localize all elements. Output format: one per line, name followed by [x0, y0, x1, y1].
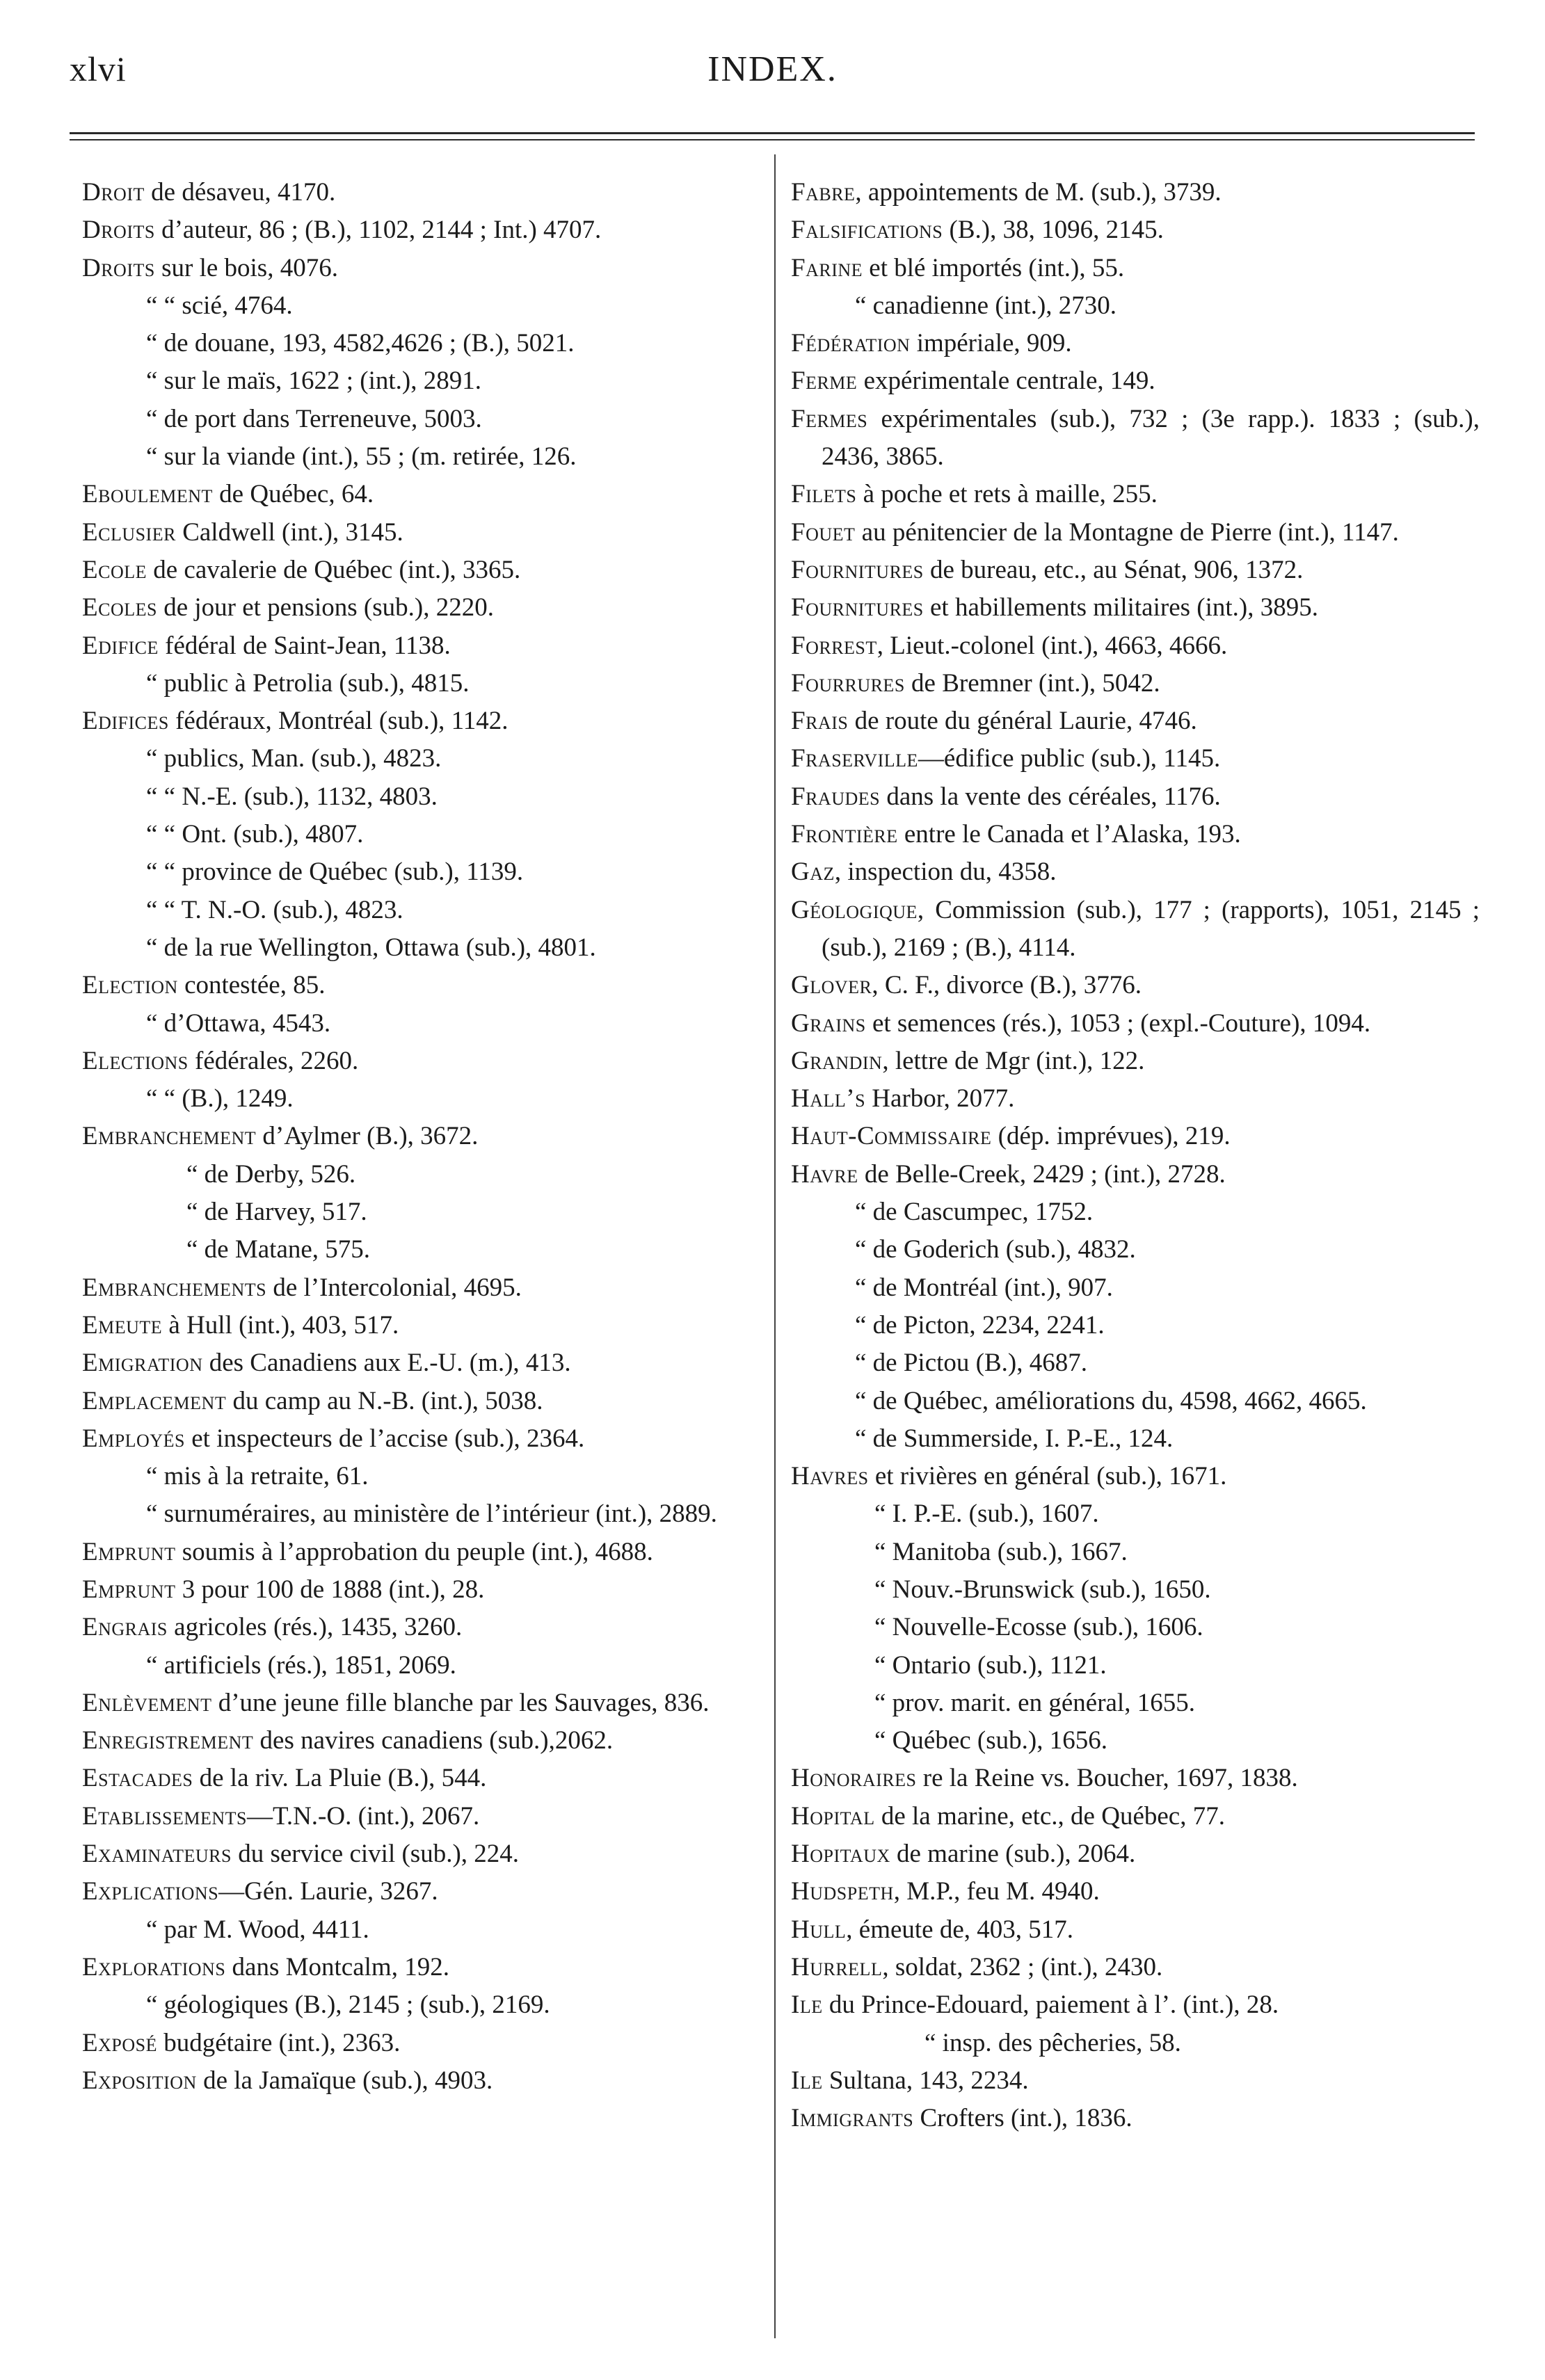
index-entry: [791, 1080, 1480, 1118]
index-references: expérimentale centrale, 149.: [857, 367, 1155, 396]
index-entry: [791, 627, 1480, 665]
index-references: “ de Montréal (int.), 907.: [855, 1273, 1113, 1302]
index-references: “ de la rue Wellington, Ottawa (sub.), 4801.: [146, 933, 596, 962]
index-keyword: Hull: [791, 1915, 847, 1944]
index-entry: [791, 362, 1480, 400]
index-subentry: [791, 1269, 1480, 1307]
index-keyword: Election: [82, 971, 178, 1000]
index-references: —édifice public (sub.), 1145.: [918, 744, 1221, 773]
header-rule-top: [70, 132, 1475, 134]
index-references: sur le bois, 4076.: [154, 253, 338, 282]
index-keyword: Employés: [82, 1424, 185, 1453]
index-references: Caldwell (int.), 3145.: [175, 517, 403, 547]
index-references: entre le Canada et l’Alaska, 193.: [897, 820, 1241, 849]
index-keyword: Immigrants: [791, 2104, 914, 2133]
index-column-right: [791, 174, 1480, 2137]
index-subentry: [82, 1193, 764, 1231]
index-references: et rivières en général (sub.), 1671.: [868, 1462, 1227, 1491]
index-references: de Québec, 64.: [212, 480, 374, 509]
index-keyword: Farine: [791, 253, 863, 282]
index-entry: [791, 401, 1480, 476]
index-references: re la Reine vs. Boucher, 1697, 1838.: [916, 1764, 1298, 1793]
index-references: à poche et rets à maille, 255.: [856, 480, 1158, 509]
index-subentry: [791, 1420, 1480, 1458]
index-references: de la marine, etc., de Québec, 77.: [874, 1801, 1225, 1831]
index-references: dans la vente des céréales, 1176.: [880, 782, 1221, 811]
index-references: soumis à l’approbation du peuple (int.), 4688.: [175, 1537, 653, 1566]
index-entry: [791, 1760, 1480, 1797]
index-keyword: Enlèvement: [82, 1688, 212, 1717]
index-entry: [791, 174, 1480, 211]
index-subentry: [791, 1344, 1480, 1382]
index-references: , inspection du, 4358.: [834, 858, 1057, 887]
index-entry: [82, 1722, 764, 1760]
index-keyword: Exposé: [82, 2028, 157, 2057]
index-references: “ de Québec, améliorations du, 4598, 4662, 4665.: [855, 1386, 1367, 1415]
index-entry: [791, 740, 1480, 778]
index-references: fédéral de Saint-Jean, 1138.: [158, 631, 451, 660]
index-subentry: [82, 740, 764, 778]
index-keyword: Forrest: [791, 631, 877, 660]
index-subentry: [82, 325, 764, 362]
index-references: —Gén. Laurie, 3267.: [218, 1877, 438, 1906]
index-references: “ Québec (sub.), 1656.: [874, 1726, 1107, 1755]
index-keyword: Fédération: [791, 329, 911, 358]
index-entry: [791, 665, 1480, 702]
index-references: budgétaire (int.), 2363.: [157, 2028, 401, 2057]
index-references: (B.), 38, 1096, 2145.: [943, 216, 1164, 245]
page-number: xlvi: [70, 49, 127, 88]
index-entry: [82, 250, 764, 287]
index-entry: [82, 476, 764, 513]
index-keyword: Explications: [82, 1877, 219, 1906]
index-references: “ de Picton, 2234, 2241.: [855, 1310, 1105, 1340]
index-references: “ par M. Wood, 4411.: [146, 1915, 369, 1944]
index-entry: [791, 1156, 1480, 1193]
index-references: du camp au N.-B. (int.), 5038.: [226, 1386, 543, 1415]
index-entry: [791, 1798, 1480, 1835]
index-entry: [82, 1798, 764, 1835]
index-entry: [82, 1383, 764, 1420]
index-entry: [791, 325, 1480, 362]
index-references: Sultana, 143, 2234.: [822, 2066, 1029, 2095]
index-references: , soldat, 2362 ; (int.), 2430.: [882, 1952, 1163, 1981]
index-keyword: Embranchements: [82, 1273, 267, 1302]
index-references: “ “ province de Québec (sub.), 1139.: [146, 858, 524, 887]
index-keyword: Emeute: [82, 1310, 163, 1340]
index-entry: [82, 211, 764, 249]
index-entry: [82, 627, 764, 665]
index-keyword: Fournitures: [791, 555, 924, 584]
page-header: [0, 0, 1545, 139]
index-entry: [82, 1609, 764, 1646]
index-references: “ “ T. N.-O. (sub.), 4823.: [146, 895, 403, 924]
index-references: et habillements militaires (int.), 3895.: [923, 593, 1318, 622]
index-entry: [791, 778, 1480, 816]
index-subentry: [82, 287, 764, 325]
index-keyword: Honoraires: [791, 1764, 917, 1793]
index-entry: [82, 1534, 764, 1571]
index-keyword: Elections: [82, 1046, 189, 1075]
index-entry: [82, 174, 764, 211]
index-references: , appointements de M. (sub.), 3739.: [855, 178, 1222, 207]
index-entry: [82, 1949, 764, 1986]
index-keyword: Falsifications: [791, 216, 943, 245]
index-subentry: [82, 778, 764, 816]
index-entry: [791, 1043, 1480, 1080]
index-entry: [791, 702, 1480, 740]
index-references: “ artificiels (rés.), 1851, 2069.: [146, 1650, 456, 1680]
index-subentry: [791, 1609, 1480, 1646]
index-references: (dép. imprévues), 219.: [991, 1122, 1231, 1151]
index-references: “ public à Petrolia (sub.), 4815.: [146, 668, 470, 698]
index-entry: [791, 476, 1480, 513]
index-references: “ “ Ont. (sub.), 4807.: [146, 820, 364, 849]
index-references: de cavalerie de Québec (int.), 3365.: [146, 555, 521, 584]
index-references: , Commission (sub.), 177 ; (rapports), 1051, 2145 ; (sub.), 2169 ; (B.), 4114.: [822, 895, 1480, 962]
index-entry: [82, 514, 764, 552]
index-subentry: [791, 1571, 1480, 1609]
index-references: “ surnuméraires, au ministère de l’intérieur (int.), 2889.: [146, 1499, 717, 1529]
index-subentry: [82, 438, 764, 476]
index-references: , lettre de Mgr (int.), 122.: [882, 1046, 1145, 1075]
index-references: “ sur la viande (int.), 55 ; (m. retirée, 126.: [146, 442, 577, 472]
index-keyword: Explorations: [82, 1952, 226, 1981]
index-references: de Bremner (int.), 5042.: [904, 668, 1160, 698]
index-keyword: Havres: [791, 1462, 869, 1491]
index-references: “ Nouv.-Brunswick (sub.), 1650.: [874, 1575, 1211, 1604]
index-subentry: [82, 1080, 764, 1118]
index-subentry: [82, 1495, 764, 1533]
index-references: “ géologiques (B.), 2145 ; (sub.), 2169.: [146, 1991, 550, 2020]
index-keyword: Hudspeth: [791, 1877, 894, 1906]
index-references: “ de Matane, 575.: [186, 1235, 371, 1264]
index-keyword: Hopitaux: [791, 1840, 890, 1869]
index-references: Harbor, 2077.: [865, 1084, 1015, 1113]
index-entry: [791, 1911, 1480, 1949]
index-subentry: [791, 2025, 1480, 2062]
index-references: et semences (rés.), 1053 ; (expl.-Couture), 1094.: [865, 1008, 1371, 1038]
index-entry: [791, 552, 1480, 589]
index-references: , émeute de, 403, 517.: [846, 1915, 1074, 1944]
index-references: “ de Summerside, I. P.-E., 124.: [855, 1424, 1174, 1453]
index-entry: [791, 2100, 1480, 2137]
index-keyword: Fraserville: [791, 744, 918, 773]
index-references: “ d’Ottawa, 4543.: [146, 1008, 331, 1038]
index-subentry: [82, 401, 764, 438]
index-subentry: [82, 1647, 764, 1685]
index-entry: [791, 1005, 1480, 1043]
index-references: “ “ scié, 4764.: [146, 291, 293, 320]
index-entry: [82, 1043, 764, 1080]
index-keyword: Embranchement: [82, 1122, 257, 1151]
index-keyword: Hopital: [791, 1801, 875, 1831]
index-references: “ canadienne (int.), 2730.: [855, 291, 1117, 320]
index-references: “ mis à la retraite, 61.: [146, 1462, 369, 1491]
index-entry: [791, 250, 1480, 287]
index-keyword: Droits: [82, 253, 155, 282]
index-keyword: Edifice: [82, 631, 159, 660]
index-keyword: Ecoles: [82, 593, 157, 622]
index-entry: [791, 1458, 1480, 1495]
index-references: d’auteur, 86 ; (B.), 1102, 2144 ; Int.) 4707.: [154, 216, 602, 245]
index-keyword: Examinateurs: [82, 1840, 232, 1869]
index-keyword: Emigration: [82, 1349, 203, 1378]
index-entry: [791, 1118, 1480, 1155]
index-references: de marine (sub.), 2064.: [890, 1840, 1136, 1869]
index-subentry: [82, 665, 764, 702]
index-references: de désaveu, 4170.: [144, 178, 336, 207]
index-keyword: Fournitures: [791, 593, 924, 622]
index-references: contestée, 85.: [177, 971, 326, 1000]
index-keyword: Fouet: [791, 517, 856, 547]
index-keyword: Emprunt: [82, 1537, 176, 1566]
index-entry: [82, 2025, 764, 2062]
index-references: agricoles (rés.), 1435, 3260.: [167, 1613, 463, 1642]
index-keyword: Hall’s: [791, 1084, 866, 1113]
index-subentry: [791, 1495, 1480, 1533]
index-entry: [82, 1118, 764, 1155]
index-subentry: [82, 929, 764, 967]
index-entry: [82, 552, 764, 589]
index-keyword: Frontière: [791, 820, 898, 849]
index-keyword: Frais: [791, 707, 849, 736]
index-entry: [82, 2062, 764, 2100]
index-subentry: [791, 1722, 1480, 1760]
index-entry: [82, 1420, 764, 1458]
header-rule-bottom: [70, 139, 1475, 140]
index-entry: [791, 967, 1480, 1004]
index-keyword: Havre: [791, 1159, 858, 1189]
index-entry: [82, 1344, 764, 1382]
index-entry: [82, 1835, 764, 1873]
index-entry: [82, 1269, 764, 1307]
index-keyword: Gaz: [791, 858, 835, 887]
index-entry: [791, 589, 1480, 627]
index-subentry: [791, 287, 1480, 325]
index-keyword: Droit: [82, 178, 145, 207]
index-references: de l’Intercolonial, 4695.: [266, 1273, 522, 1302]
index-references: dans Montcalm, 192.: [225, 1952, 449, 1981]
index-references: des Canadiens aux E.-U. (m.), 413.: [202, 1349, 571, 1378]
index-subentry: [791, 1534, 1480, 1571]
index-references: à Hull (int.), 403, 517.: [162, 1310, 399, 1340]
index-references: de Belle-Creek, 2429 ; (int.), 2728.: [858, 1159, 1226, 1189]
index-references: “ publics, Man. (sub.), 4823.: [146, 744, 442, 773]
index-keyword: Ile: [791, 2066, 823, 2095]
index-references: “ Nouvelle-Ecosse (sub.), 1606.: [874, 1613, 1203, 1642]
index-keyword: Emprunt: [82, 1575, 176, 1604]
index-references: “ insp. des pêcheries, 58.: [924, 2028, 1181, 2057]
index-references: “ I. P.-E. (sub.), 1607.: [874, 1499, 1099, 1529]
index-references: , C. F., divorce (B.), 3776.: [872, 971, 1142, 1000]
index-keyword: Eclusier: [82, 517, 176, 547]
index-entry: [82, 702, 764, 740]
index-references: —T.N.-O. (int.), 2067.: [246, 1801, 480, 1831]
index-entry: [791, 816, 1480, 853]
index-references: du service civil (sub.), 224.: [231, 1840, 520, 1869]
index-keyword: Fabre: [791, 178, 856, 207]
index-subentry: [82, 1458, 764, 1495]
index-references: “ de port dans Terreneuve, 5003.: [146, 404, 482, 433]
index-entry: [791, 1949, 1480, 1986]
index-entry: [82, 1760, 764, 1797]
index-keyword: Ile: [791, 1991, 823, 2020]
index-subentry: [791, 1307, 1480, 1344]
index-keyword: Glover: [791, 971, 872, 1000]
index-references: au pénitencier de la Montagne de Pierre (int.), 1147.: [855, 517, 1399, 547]
index-entry: [791, 514, 1480, 552]
index-entry: [82, 1685, 764, 1722]
index-subentry: [82, 362, 764, 400]
index-keyword: Fermes: [791, 404, 868, 433]
index-subentry: [82, 1911, 764, 1949]
index-references: “ de Derby, 526.: [186, 1159, 356, 1189]
index-entry: [82, 1873, 764, 1911]
index-keyword: Enregistrement: [82, 1726, 254, 1755]
index-subentry: [82, 816, 764, 853]
index-references: “ de douane, 193, 4582,4626 ; (B.), 5021.: [146, 329, 575, 358]
index-references: , M.P., feu M. 4940.: [893, 1877, 1100, 1906]
index-keyword: Fraudes: [791, 782, 881, 811]
index-entry: [82, 967, 764, 1004]
index-entry: [791, 211, 1480, 249]
index-keyword: Grandin: [791, 1046, 883, 1075]
index-subentry: [791, 1231, 1480, 1269]
index-subentry: [791, 1685, 1480, 1722]
index-references: de la Jamaïque (sub.), 4903.: [196, 2066, 493, 2095]
index-subentry: [82, 1231, 764, 1269]
index-references: “ de Harvey, 517.: [186, 1198, 367, 1227]
index-subentry: [82, 1156, 764, 1193]
index-subentry: [791, 1193, 1480, 1231]
index-entry: [791, 1835, 1480, 1873]
index-references: “ de Cascumpec, 1752.: [855, 1198, 1094, 1227]
index-keyword: Grains: [791, 1008, 866, 1038]
index-entry: [82, 589, 764, 627]
index-entry: [791, 853, 1480, 891]
index-keyword: Engrais: [82, 1613, 168, 1642]
index-keyword: Estacades: [82, 1764, 193, 1793]
index-references: “ prov. marit. en général, 1655.: [874, 1688, 1195, 1717]
index-subentry: [791, 1647, 1480, 1685]
index-subentry: [791, 1383, 1480, 1420]
index-subentry: [82, 853, 764, 891]
index-references: de la riv. La Pluie (B.), 544.: [193, 1764, 487, 1793]
index-keyword: Ferme: [791, 367, 858, 396]
index-keyword: Edifices: [82, 707, 169, 736]
index-references: “ Ontario (sub.), 1121.: [874, 1650, 1107, 1680]
index-column-left: [82, 174, 764, 2100]
index-references: “ “ N.-E. (sub.), 1132, 4803.: [146, 782, 438, 811]
index-references: de jour et pensions (sub.), 2220.: [157, 593, 494, 622]
index-keyword: Haut-Commissaire: [791, 1122, 992, 1151]
index-entry: [82, 1307, 764, 1344]
index-references: des navires canadiens (sub.),2062.: [253, 1726, 614, 1755]
index-keyword: Géologique: [791, 895, 918, 924]
index-keyword: Fourrures: [791, 668, 905, 698]
index-entry: [791, 892, 1480, 967]
index-references: impériale, 909.: [910, 329, 1072, 358]
index-references: Crofters (int.), 1836.: [913, 2104, 1132, 2133]
index-references: “ de Goderich (sub.), 4832.: [855, 1235, 1136, 1264]
page-title: INDEX.: [707, 49, 838, 89]
index-references: 3 pour 100 de 1888 (int.), 28.: [175, 1575, 485, 1604]
index-references: de bureau, etc., au Sénat, 906, 1372.: [923, 555, 1304, 584]
index-subentry: [82, 1986, 764, 2024]
index-entry: [791, 1986, 1480, 2024]
index-entry: [82, 1571, 764, 1609]
index-keyword: Exposition: [82, 2066, 197, 2095]
index-references: du Prince-Edouard, paiement à l’. (int.), 28.: [822, 1991, 1279, 2020]
index-references: “ sur le maïs, 1622 ; (int.), 2891.: [146, 367, 481, 396]
index-keyword: Etablissements: [82, 1801, 247, 1831]
index-keyword: Hurrell: [791, 1952, 883, 1981]
index-keyword: Droits: [82, 216, 155, 245]
index-entry: [791, 2062, 1480, 2100]
index-references: et blé importés (int.), 55.: [863, 253, 1125, 282]
index-references: “ Manitoba (sub.), 1667.: [874, 1537, 1128, 1566]
index-references: “ de Pictou (B.), 4687.: [855, 1349, 1087, 1378]
index-subentry: [82, 892, 764, 929]
index-subentry: [82, 1005, 764, 1043]
index-keyword: Emplacement: [82, 1386, 227, 1415]
index-references: de route du général Laurie, 4746.: [848, 707, 1197, 736]
index-references: fédéraux, Montréal (sub.), 1142.: [168, 707, 509, 736]
index-keyword: Ecole: [82, 555, 147, 584]
index-references: d’Aylmer (B.), 3672.: [256, 1122, 479, 1151]
index-references: d’une jeune fille blanche par les Sauvages, 836.: [211, 1688, 710, 1717]
index-entry: [791, 1873, 1480, 1911]
index-references: expérimentales (sub.), 732 ; (3e rapp.). 1833 ; (sub.), 2436, 3865.: [822, 404, 1480, 472]
index-references: , Lieut.-colonel (int.), 4663, 4666.: [876, 631, 1228, 660]
index-keyword: Filets: [791, 480, 857, 509]
index-references: fédérales, 2260.: [188, 1046, 359, 1075]
index-keyword: Eboulement: [82, 480, 213, 509]
index-references: et inspecteurs de l’accise (sub.), 2364.: [184, 1424, 585, 1453]
index-references: “ “ (B.), 1249.: [146, 1084, 294, 1113]
column-divider: [774, 154, 776, 2338]
